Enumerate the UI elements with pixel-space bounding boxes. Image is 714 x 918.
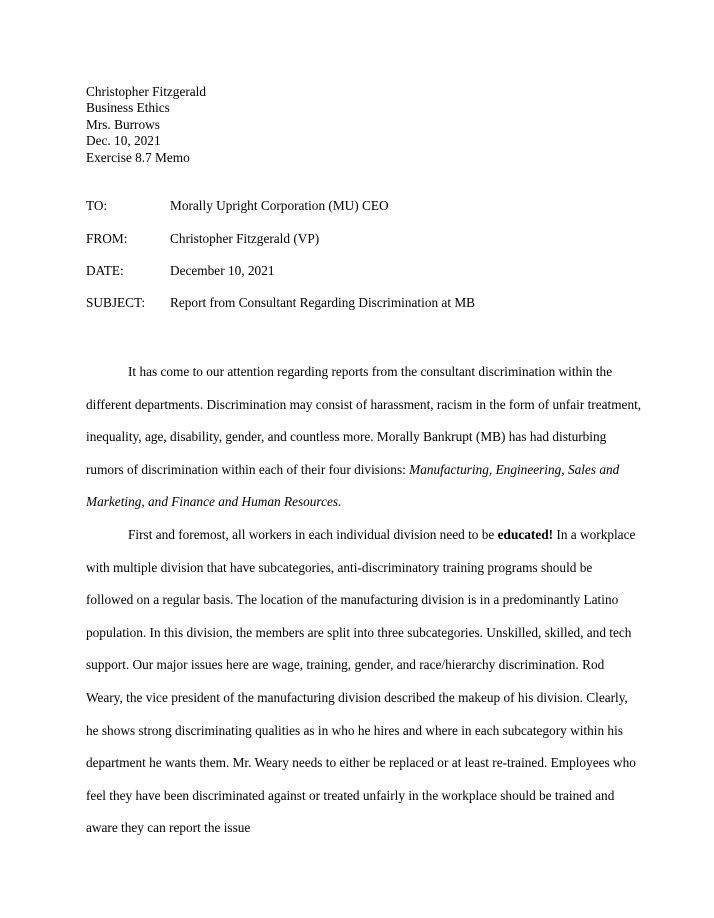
memo-date-row bbox=[86, 263, 275, 279]
memo-to-label: TO: bbox=[86, 198, 108, 213]
emphasis-educated: educated! bbox=[497, 526, 554, 542]
assignment-title: Exercise 8.7 Memo bbox=[86, 149, 190, 165]
header-date: Dec. 10, 2021 bbox=[86, 133, 161, 149]
author-name: Christopher Fitzgerald bbox=[86, 84, 207, 99]
student-header bbox=[86, 84, 206, 166]
memo-body bbox=[86, 356, 642, 845]
memo-subject-value: Report from Consultant Regarding Discrimination at MB bbox=[170, 295, 476, 310]
instructor-name: Mrs. Burrows bbox=[86, 116, 160, 132]
memo-date-value: December 10, 2021 bbox=[170, 263, 275, 278]
memo-subject-row bbox=[86, 295, 475, 311]
memo-date-label: DATE: bbox=[86, 263, 124, 278]
body-paragraph-1 bbox=[86, 356, 642, 519]
paragraph-2-lead: First and foremost, all workers in each individual division need to be bbox=[128, 526, 498, 542]
memo-from-label: FROM: bbox=[86, 231, 128, 246]
division-list: Manufacturing, Engineering, Sales and Marketing, and Finance and Human Resources. bbox=[86, 461, 620, 510]
memo-from-value: Christopher Fitzgerald (VP) bbox=[170, 231, 320, 246]
paragraph-2-text: In a workplace with multiple division that have subcategories, anti-discriminatory training programs should be followed on a regular basis. The location of the manufacturing division is in a predominantly Latino population. In this division, the members are split into three subcategories. Unskilled, skilled, and tech support. Our major issues here are wage, training, gender, and race/hierarchy discrimination. Rod Weary, the vice president of the manufacturing division described the makeup of his division. Clearly, he shows strong discriminating qualities as in who he hires and where in each subcategory within his department he wants them. Mr. Weary needs to either be replaced or at least re-trained. Employees who feel they have been discriminated against or treated unfairly in the workplace should be trained and aware they can report the issue bbox=[86, 526, 636, 836]
memo-subject-label: SUBJECT: bbox=[86, 295, 146, 310]
paragraph-1-text: It has come to our attention regarding reports from the consultant discrimination within the different departments. Discrimination may consist of harassment, racism in the form of unfair treatment, inequality, age, disability, gender, and countless more. Morally Bankrupt (MB) has had disturbing rumors of discrimination within each of their four divisions: bbox=[86, 364, 642, 477]
memo-to-row bbox=[86, 198, 389, 214]
course-name: Business Ethics bbox=[86, 100, 170, 116]
memo-from-row bbox=[86, 231, 319, 247]
memo-to-value: Morally Upright Corporation (MU) CEO bbox=[170, 198, 389, 213]
body-paragraph-2 bbox=[86, 519, 642, 845]
